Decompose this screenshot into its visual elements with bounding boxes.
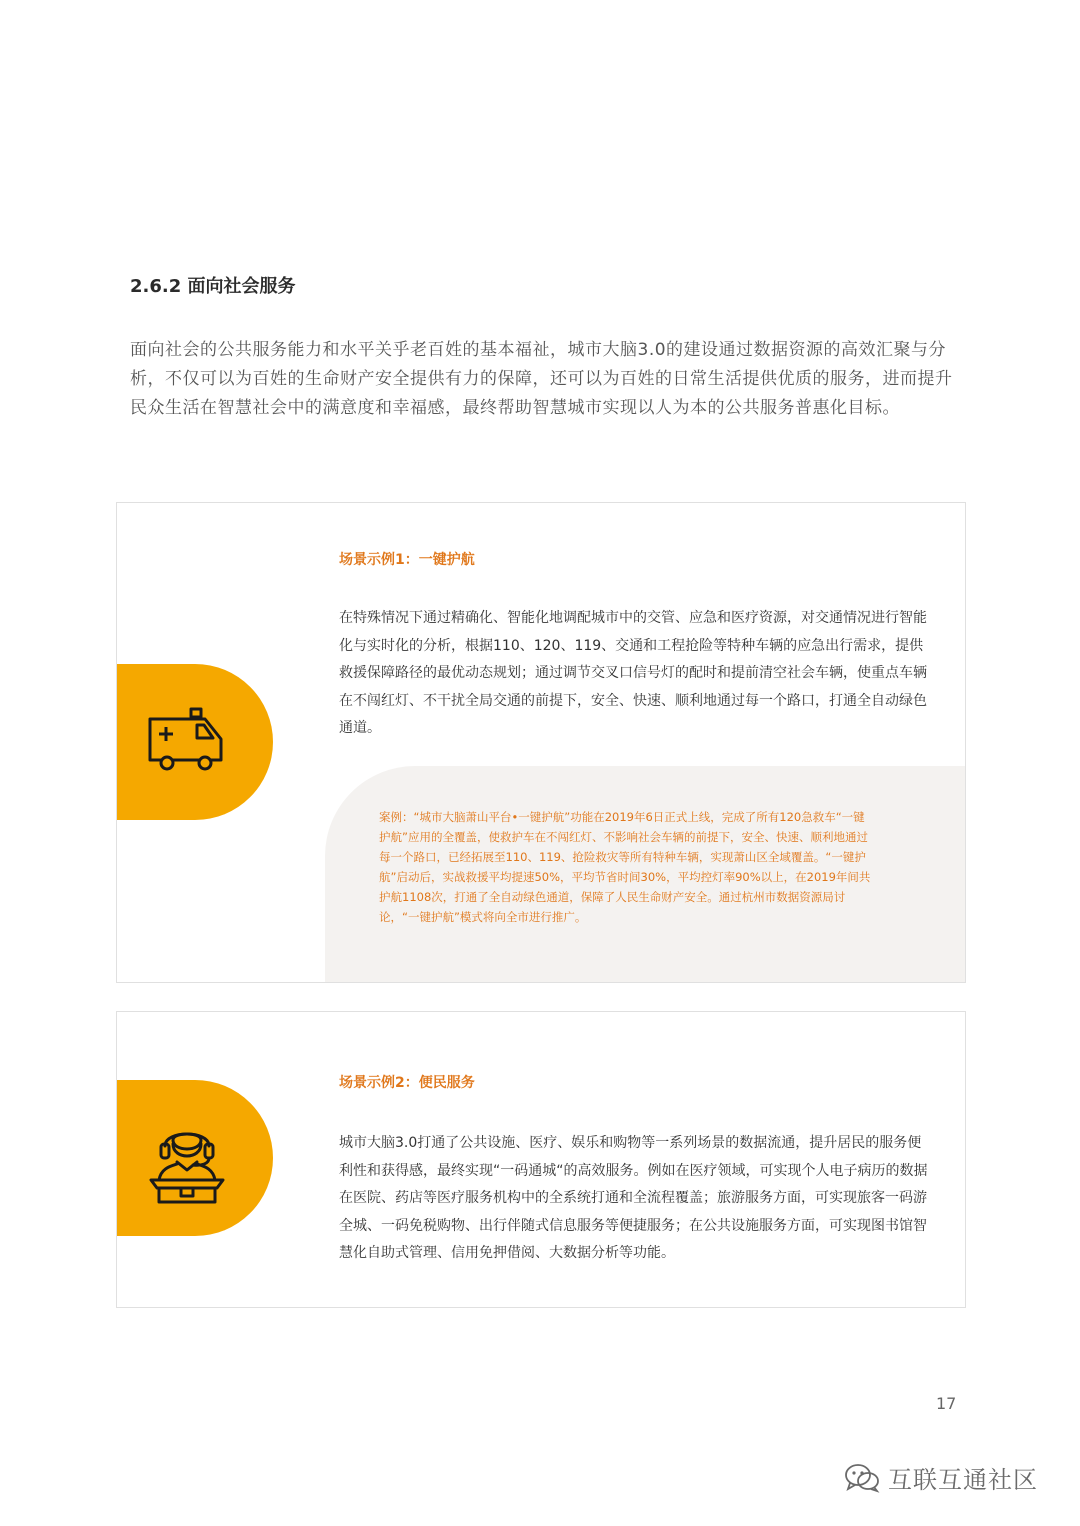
wechat-icon [844, 1463, 880, 1493]
scene-body: 在特殊情况下通过精确化、智能化地调配城市中的交管、应急和医疗资源，对交通情况进行智能化与实时化的分析，根据110、120、119、交通和工程抢险等特种车辆的应急出行需求，提供救援保障路径的最优动态规划；通过调节交叉口信号灯的配时和提前清空社会车辆，使重点车辆在不闯红灯、不干扰全局交通的前提下，安全、快速、顺利地通过每一个路口，打通全自动绿色通道。 [339, 610, 927, 736]
scene-card-2 [116, 1011, 966, 1308]
customer-service-icon [147, 1122, 227, 1204]
watermark-text: 互联互通社区 [888, 1466, 1038, 1494]
scene-title: 场景示例2：便民服务 [339, 1075, 475, 1091]
watermark [844, 1460, 1038, 1495]
scene-icon-tab [117, 1080, 273, 1236]
case-text: 案例：“城市大脑萧山平台•一键护航”功能在2019年6日正式上线，完成了所有120急救车“一键护航”应用的全覆盖，使救护车在不闯红灯、不影响社会车辆的前提下，安全、快速、顺利地通过每一个路口，已经拓展至110、119、抢险救灾等所有特种车辆，实现萧山区全域覆盖。“一键护航”启动后，实战救援平均提速50%，平均节省时间30%，平均控灯率90%以上，在2019年间共护航1108次，打通了全自动绿色通道，保障了人民生命财产安全。通过杭州市数据资源局讨论，“一键护航”模式将向全市进行推广。 [379, 810, 871, 924]
ambulance-icon [147, 706, 227, 776]
intro-paragraph: 面向社会的公共服务能力和水平关乎老百姓的基本福祉，城市大脑3.0的建设通过数据资源的高效汇聚与分析，不仅可以为百姓的生命财产安全提供有力的保障，还可以为百姓的日常生活提供优质的服务，进而提升民众生活在智慧社会中的满意度和幸福感，最终帮助智慧城市实现以人为本的公共服务普惠化目标。 [130, 340, 953, 418]
scene-title: 场景示例1：一键护航 [339, 552, 475, 568]
section-title: 2.6.2 面向社会服务 [130, 276, 296, 297]
page-number: 17 [936, 1394, 957, 1413]
scene-body: 城市大脑3.0打通了公共设施、医疗、娱乐和购物等一系列场景的数据流通，提升居民的服务便利性和获得感，最终实现“一码通城“的高效服务。例如在医疗领域，可实现个人电子病历的数据在医院、药店等医疗服务机构中的全系统打通和全流程覆盖；旅游服务方面，可实现旅客一码游全城、一码免税购物、出行伴随式信息服务等便捷服务；在公共设施服务方面，可实现图书馆智慧化自助式管理、信用免押借阅、大数据分析等功能。 [339, 1135, 928, 1261]
scene-icon-tab [117, 664, 273, 820]
scene-card-1 [116, 502, 966, 983]
